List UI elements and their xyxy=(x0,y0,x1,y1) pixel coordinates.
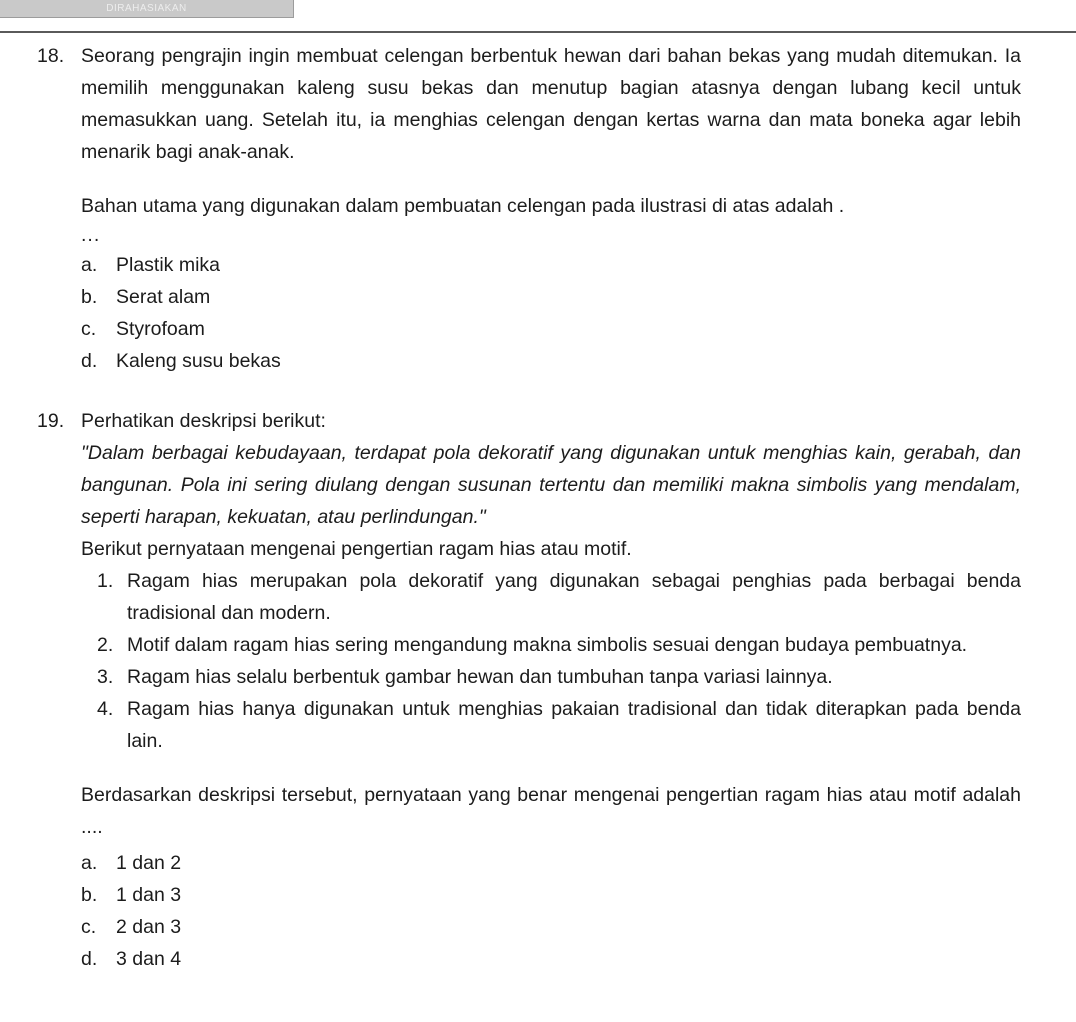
question-stem: Seorang pengrajin ingin membuat celengan berbentuk hewan dari bahan bekas yang mudah ditemukan. Ia memilih menggunakan kaleng susu bekas dan menutup bagian atasnya dengan lubang kecil untuk memasukkan uang. Setelah itu, ia menghias celengan dengan kertas warna dan mata boneka agar lebih menarik bagi anak-anak. xyxy=(81,45,1021,163)
option-a[interactable] xyxy=(81,249,1021,281)
option-b[interactable] xyxy=(81,879,1021,911)
confidential-banner: DIRAHASIAKAN xyxy=(0,0,294,18)
statement-text: Ragam hias hanya digunakan untuk menghias pakaian tradisional dan tidak diterapkan pada benda lain. xyxy=(127,698,1021,752)
question-intro: Perhatikan deskripsi berikut: xyxy=(81,410,326,432)
option-text: 1 dan 3 xyxy=(116,884,182,906)
answer-options xyxy=(81,847,1021,975)
option-text: Plastik mika xyxy=(116,254,221,276)
option-letter: c. xyxy=(81,916,97,938)
header-divider xyxy=(0,31,1076,33)
statements-intro: Berikut pernyataan mengenai pengertian ragam hias atau motif. xyxy=(81,538,632,560)
option-letter: d. xyxy=(81,350,98,372)
option-c[interactable] xyxy=(81,313,1021,345)
option-text: Kaleng susu bekas xyxy=(116,350,281,372)
option-letter: c. xyxy=(81,318,97,340)
statement-number: 1. xyxy=(97,570,114,592)
question-prompt: Bahan utama yang digunakan dalam pembuatan celengan pada ilustrasi di atas adalah . xyxy=(81,195,845,217)
answer-options xyxy=(81,249,1021,377)
option-d[interactable] xyxy=(81,345,1021,377)
option-a[interactable] xyxy=(81,847,1021,879)
statement-number: 2. xyxy=(97,634,114,656)
question-number: 19. xyxy=(37,410,65,432)
statement-number: 3. xyxy=(97,666,114,688)
question-prompt: Berdasarkan deskripsi tersebut, pernyataan yang benar mengenai pengertian ragam hias atau motif adalah .... xyxy=(81,784,1021,838)
statement-item xyxy=(97,629,1021,661)
statement-text: Ragam hias merupakan pola dekoratif yang digunakan sebagai penghias pada berbagai benda tradisional dan modern. xyxy=(127,570,1021,624)
statement-item xyxy=(97,693,1021,757)
option-text: Styrofoam xyxy=(116,318,205,340)
question-prompt-ellipsis: ... xyxy=(81,224,101,246)
option-text: Serat alam xyxy=(116,286,211,308)
option-text: 2 dan 3 xyxy=(116,916,182,938)
option-c[interactable] xyxy=(81,911,1021,943)
statement-item xyxy=(97,565,1021,629)
option-d[interactable] xyxy=(81,943,1021,975)
question-19 xyxy=(37,405,1021,975)
option-b[interactable] xyxy=(81,281,1021,313)
question-18 xyxy=(37,40,1021,377)
statement-text: Ragam hias selalu berbentuk gambar hewan dan tumbuhan tanpa variasi lainnya. xyxy=(127,666,833,688)
option-letter: d. xyxy=(81,948,98,970)
statement-text: Motif dalam ragam hias sering mengandung makna simbolis sesuai dengan budaya pembuatnya. xyxy=(127,634,968,656)
option-letter: a. xyxy=(81,852,98,874)
option-letter: b. xyxy=(81,286,98,308)
option-text: 1 dan 2 xyxy=(116,852,182,874)
statement-list xyxy=(97,565,1021,757)
option-text: 3 dan 4 xyxy=(116,948,182,970)
statement-number: 4. xyxy=(97,698,114,720)
document-body xyxy=(37,40,1021,975)
statement-item xyxy=(97,661,1021,693)
option-letter: a. xyxy=(81,254,98,276)
option-letter: b. xyxy=(81,884,98,906)
question-number: 18. xyxy=(37,45,65,67)
question-quote: "Dalam berbagai kebudayaan, terdapat pola dekoratif yang digunakan untuk menghias kain, gerabah, dan bangunan. Pola ini sering diulang dengan susunan tertentu dan memiliki makna simbolis yang mendalam, seperti harapan, kekuatan, atau perlindungan." xyxy=(81,442,1021,528)
